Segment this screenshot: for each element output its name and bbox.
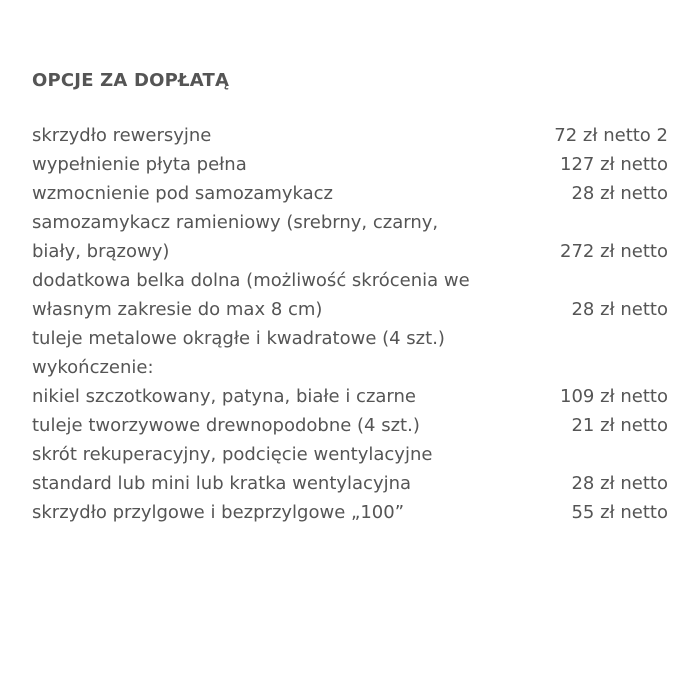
price-list — [32, 121, 668, 527]
option-price: 28 zł netto — [571, 299, 668, 320]
option-price: 28 zł netto — [571, 473, 668, 494]
price-row — [32, 150, 668, 179]
option-label: tuleje metalowe okrągłe i kwadratowe (4 szt.) — [32, 328, 445, 349]
option-label: skrzydło rewersyjne — [32, 125, 212, 146]
price-row — [32, 179, 668, 208]
option-price: 127 zł netto — [560, 154, 668, 175]
option-price: 72 zł netto 2 — [554, 125, 668, 146]
option-price: 21 zł netto — [571, 415, 668, 436]
option-label: tuleje tworzywowe drewnopodobne (4 szt.) — [32, 415, 420, 436]
option-label: samozamykacz ramieniowy (srebrny, czarny, — [32, 212, 439, 233]
price-row — [32, 469, 668, 498]
price-row — [32, 382, 668, 411]
option-label: wykończenie: — [32, 357, 154, 378]
option-price: 55 zł netto — [571, 502, 668, 523]
option-price: 28 zł netto — [571, 183, 668, 204]
option-label: biały, brązowy) — [32, 241, 170, 262]
option-price: 109 zł netto — [560, 386, 668, 407]
price-row — [32, 498, 668, 527]
option-price: 272 zł netto — [560, 241, 668, 262]
section-title: OPCJE ZA DOPŁATĄ — [32, 70, 230, 91]
option-label: skrót rekuperacyjny, podcięcie wentylacyjne — [32, 444, 433, 465]
price-row — [32, 324, 668, 353]
option-label: skrzydło przylgowe i bezprzylgowe „100” — [32, 502, 405, 523]
option-label: wypełnienie płyta pełna — [32, 154, 247, 175]
option-label: dodatkowa belka dolna (możliwość skrócenia we — [32, 270, 470, 291]
option-label: standard lub mini lub kratka wentylacyjna — [32, 473, 412, 494]
price-row — [32, 440, 668, 469]
price-row — [32, 353, 668, 382]
price-row — [32, 237, 668, 266]
price-row — [32, 208, 668, 237]
price-row — [32, 121, 668, 150]
price-row — [32, 411, 668, 440]
option-label: własnym zakresie do max 8 cm) — [32, 299, 323, 320]
price-row — [32, 295, 668, 324]
option-label: nikiel szczotkowany, patyna, białe i czarne — [32, 386, 417, 407]
price-row — [32, 266, 668, 295]
option-label: wzmocnienie pod samozamykacz — [32, 183, 333, 204]
